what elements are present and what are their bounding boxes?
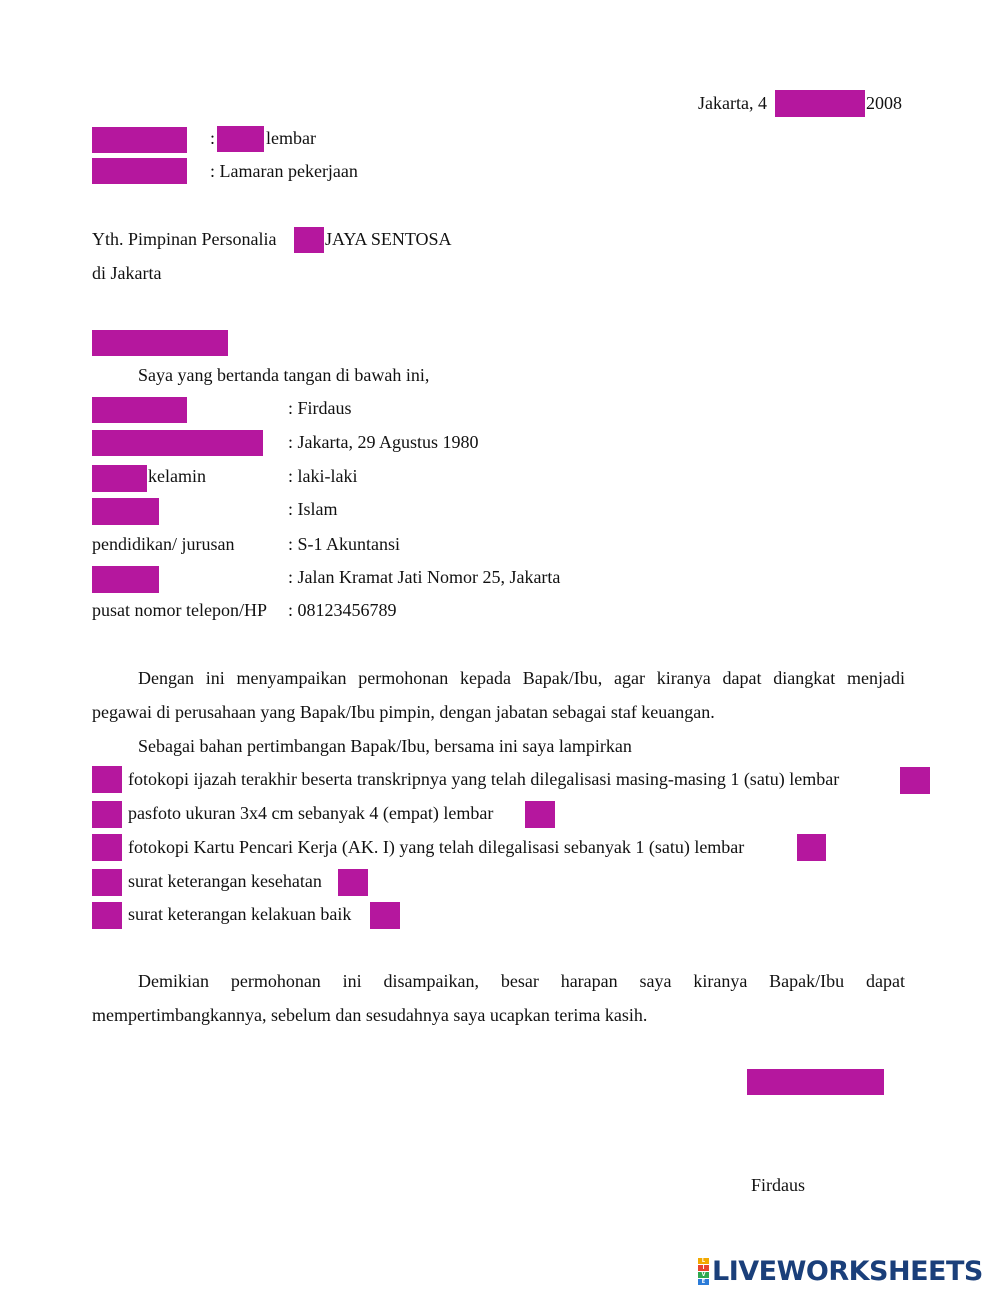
- intro-text: Saya yang bertanda tangan di bawah ini,: [138, 365, 430, 385]
- blank-attachment-count[interactable]: [217, 126, 264, 152]
- attachment-item: pasfoto ukuran 3x4 cm sebanyak 4 (empat) lembar: [128, 803, 494, 823]
- attachment-item: fotokopi ijazah terakhir beserta transkripnya yang telah dilegalisasi masing-masing 1 (satu) lembar: [128, 769, 840, 789]
- logo-blocks-icon: [698, 1258, 709, 1285]
- logo-letter: L: [698, 1258, 709, 1264]
- recipient-prefix: Yth. Pimpinan Personalia: [92, 229, 277, 249]
- identity-label: pendidikan/ jurusan: [92, 534, 235, 554]
- subject-text: : Lamaran pekerjaan: [210, 161, 358, 181]
- attachment-item: surat keterangan kelakuan baik: [128, 904, 352, 924]
- blank-list-marker[interactable]: [92, 834, 122, 861]
- blank-identity-label[interactable]: [92, 397, 187, 423]
- recipient-company: JAYA SENTOSA: [325, 229, 452, 249]
- identity-value: : 08123456789: [288, 600, 397, 620]
- blank-date-month[interactable]: [775, 90, 865, 117]
- blank-subject-label[interactable]: [92, 158, 187, 184]
- blank-company-type[interactable]: [294, 227, 324, 253]
- blank-identity-label[interactable]: [92, 566, 159, 593]
- blank-salutation[interactable]: [92, 330, 228, 356]
- blank-list-punct[interactable]: [338, 869, 368, 896]
- identity-label: kelamin: [148, 466, 206, 486]
- blank-identity-label[interactable]: [92, 465, 147, 492]
- blank-list-marker[interactable]: [92, 801, 122, 828]
- identity-value: : S-1 Akuntansi: [288, 534, 401, 554]
- body-paragraph-line: Sebagai bahan pertimbangan Bapak/Ibu, bersama ini saya lampirkan: [138, 736, 632, 756]
- blank-identity-label[interactable]: [92, 498, 159, 525]
- blank-list-punct[interactable]: [370, 902, 400, 929]
- identity-value: : laki-laki: [288, 466, 358, 486]
- recipient-city: di Jakarta: [92, 263, 162, 283]
- identity-value: : Firdaus: [288, 398, 352, 418]
- identity-label: pusat nomor telepon/HP: [92, 600, 267, 620]
- blank-list-punct[interactable]: [797, 834, 826, 861]
- blank-list-punct[interactable]: [900, 767, 930, 794]
- date-year: 2008: [866, 93, 902, 113]
- body-paragraph-line: Dengan ini menyampaikan permohonan kepada Bapak/Ibu, agar kiranya dapat diangkat menjadi: [138, 668, 905, 688]
- identity-value: : Jakarta, 29 Agustus 1980: [288, 432, 479, 452]
- logo-text: LIVEWORKSHEETS: [712, 1255, 983, 1287]
- attachment-item: fotokopi Kartu Pencari Kerja (AK. I) yang telah dilegalisasi sebanyak 1 (satu) lembar: [128, 837, 745, 857]
- blank-list-marker[interactable]: [92, 902, 122, 929]
- blank-signature-greeting[interactable]: [747, 1069, 884, 1095]
- logo-letter: I: [698, 1265, 709, 1271]
- signature-name: Firdaus: [751, 1175, 805, 1195]
- blank-list-marker[interactable]: [92, 869, 122, 896]
- body-paragraph-line: pegawai di perusahaan yang Bapak/Ibu pimpin, dengan jabatan sebagai staf keuangan.: [92, 702, 715, 722]
- logo-letter: E: [698, 1279, 709, 1285]
- closing-line: Demikian permohonan ini disampaikan, besar harapan saya kiranya Bapak/Ibu dapat: [138, 971, 905, 991]
- attachment-unit: lembar: [266, 128, 316, 148]
- logo-letter: V: [698, 1272, 709, 1278]
- blank-attachment-label[interactable]: [92, 127, 187, 153]
- attachment-colon: :: [210, 128, 216, 148]
- identity-value: : Islam: [288, 499, 338, 519]
- blank-list-marker[interactable]: [92, 766, 122, 793]
- closing-line: mempertimbangkannya, sebelum dan sesudahnya saya ucapkan terima kasih.: [92, 1005, 648, 1025]
- date-prefix: Jakarta, 4: [698, 93, 767, 113]
- attachment-item: surat keterangan kesehatan: [128, 871, 322, 891]
- blank-list-punct[interactable]: [525, 801, 555, 828]
- liveworksheets-logo: [698, 1256, 983, 1286]
- blank-identity-label[interactable]: [92, 430, 263, 456]
- identity-value: : Jalan Kramat Jati Nomor 25, Jakarta: [288, 567, 561, 587]
